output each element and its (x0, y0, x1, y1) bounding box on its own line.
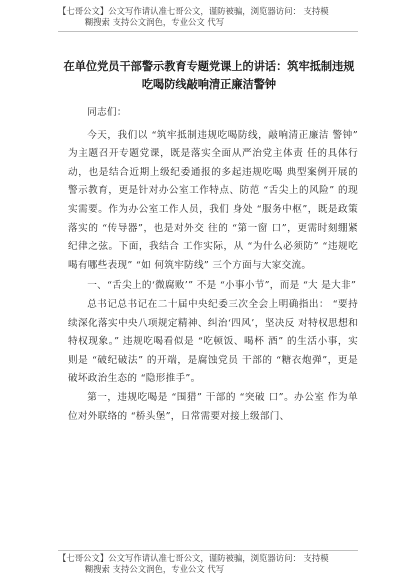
header-watermark-note (58, 6, 358, 32)
header-note-line-1: 【七哥公文】公文写作请认准七哥公文，谨防被骗，浏览器访问： 支持模 (58, 6, 329, 16)
paragraph-quote: 总书记总书记在二十届中央纪委三次全会上明确指出： “要持续深化落实中央八项规定精神、纠治‘四风’，坚决反 对特权思想和特权现象。” 违规吃喝看似是 “吃顿饭、喝杯 酒” 的生活小事，实则是 “破纪破法” 的开端，是腐蚀党员 干部的 “糖衣炮弹”，更是破坏政治生态的 “隐形推手”。 (68, 298, 358, 385)
title-line-2: 吃喝防线敲响清正廉洁警钟 (141, 78, 277, 91)
paragraph-first-point: 第一，违规吃喝是 “围猎” 干部的 “突破 口”。办公室 作为单位对外联络的 “桥头堡”，日常需要对接上级部门、 (68, 391, 358, 422)
title-line-1: 在单位党员干部警示教育专题党课上的讲话：筑牢抵制违规 (63, 60, 355, 73)
document-body (68, 104, 358, 426)
document-title (50, 58, 368, 94)
section-heading-1: 一、“舌尖上的‘微腐败’” 不是 “小事小节”，而是 “大 是大非” (87, 280, 357, 292)
footer-watermark-note (58, 550, 358, 575)
salutation: 同志们： (87, 107, 127, 118)
footer-note-line-1: 【七哥公文】公文写作请认准七哥公文，谨防被骗，浏览器访问： 支持模 (58, 553, 329, 563)
paragraph-intro: 今天，我们以 “筑牢抵制违规吃喝防线，敲响清正廉洁 警钟” 为主题召开专题党课，既是落实全面从严治党主体责 任的具体行动，也是结合近期上级纪委通报的多起违规吃喝 典型案例开展的警示教育，更是针对办公室工作特点、防范 “舌尖上的风险” 的现实需要。作为办公室工作人员，我们 身处 “服务中枢”，既是政策落实的 “传导器”，也是对外交 往的 “第一窗 口”，更需时刻绷紧纪律之弦。下面，我结合 工作实际，从 “为什么必须防” “违规吃喝有哪些表现” “如 何筑牢防线” 三个方面与大家交流。 (68, 129, 358, 271)
footer-note-line-2: 糊搜索 支持公文润色，专业公文 代写 (84, 564, 225, 574)
header-note-line-2: 糊搜索 支持公文润色，专业公文 代写 (84, 17, 225, 27)
